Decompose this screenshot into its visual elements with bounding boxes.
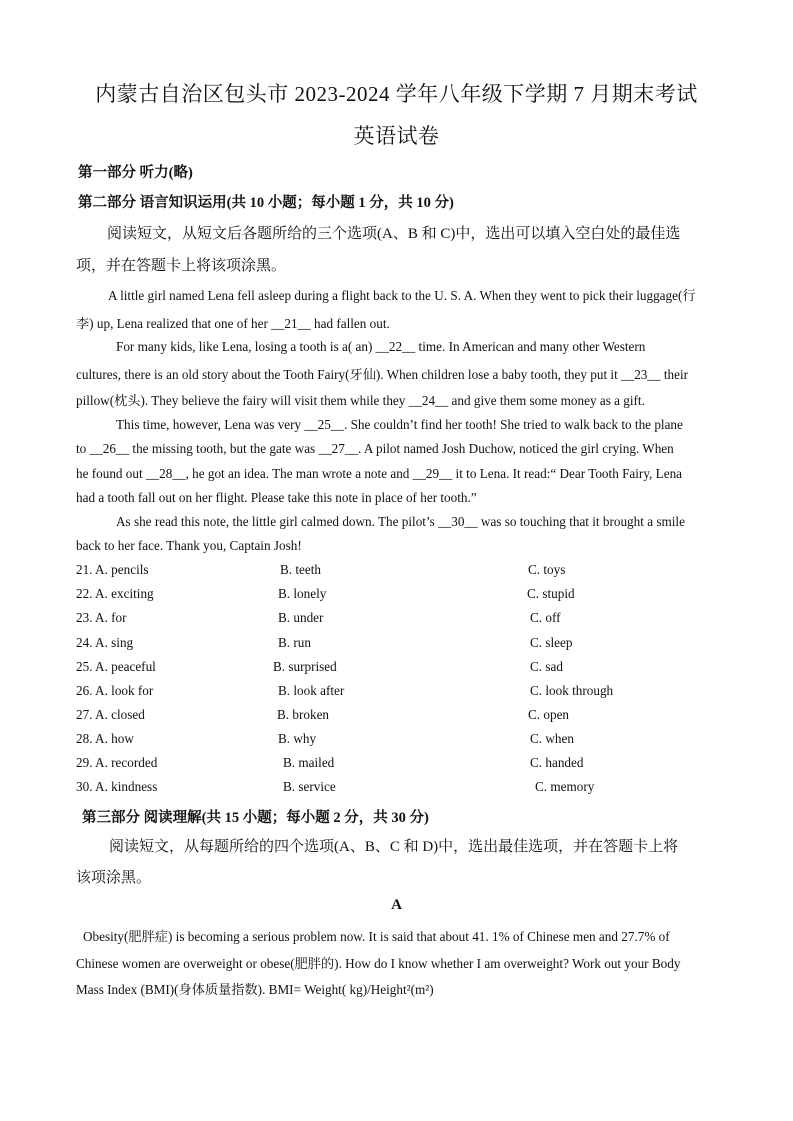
option-a: 26. A. look for: [76, 683, 154, 698]
passage-line: back to her face. Thank you, Captain Josh!: [76, 538, 302, 553]
option-c: C. sad: [530, 659, 563, 674]
option-b: B. run: [278, 635, 311, 650]
option-c: C. handed: [530, 755, 584, 770]
part3-instruction-line: 阅读短文，从每题所给的四个选项(A、B、C 和 D)中，选出最佳选项，并在答题卡上将: [109, 839, 679, 855]
option-c: C. stupid: [527, 586, 575, 601]
option-a: 22. A. exciting: [76, 586, 154, 601]
passage-a-line: Mass Index (BMI)(身体质量指数). BMI= Weight( kg)/Height²(m²): [76, 982, 434, 997]
passage-line: As she read this note, the little girl calmed down. The pilot’s __30__ was so touching that it brought a smile: [116, 514, 685, 529]
part2-instruction-line: 阅读短文，从短文后各题所给的三个选项(A、B 和 C)中，选出可以填入空白处的最佳选: [107, 226, 681, 242]
option-c: C. toys: [528, 562, 566, 577]
option-b: B. look after: [278, 683, 345, 698]
option-a: 25. A. peaceful: [76, 659, 156, 674]
option-b: B. why: [278, 731, 317, 746]
exam-subtitle: 英语试卷: [353, 124, 440, 148]
passage-line: This time, however, Lena was very __25__. She couldn’t find her tooth! She tried to walk back to the plane: [116, 417, 683, 432]
option-a: 23. A. for: [76, 610, 127, 625]
option-c: C. memory: [535, 779, 595, 794]
part3-instruction-line: 该项涂黑。: [76, 870, 152, 886]
passage-line: had a tooth fall out on her flight. Please take this note in place of her tooth.”: [76, 490, 477, 505]
passage-a-line: Obesity(肥胖症) is becoming a serious problem now. It is said that about 41. 1% of Chinese men and 27.7% of: [83, 929, 670, 944]
passage-line: he found out __28__, he got an idea. The man wrote a note and __29__ it to Lena. It read:“ Dear Tooth Fairy, Lena: [76, 466, 683, 481]
option-a: 30. A. kindness: [76, 779, 158, 794]
option-b: B. under: [278, 610, 324, 625]
passage-line: 李) up, Lena realized that one of her __21__ had fallen out.: [76, 316, 390, 331]
option-a: 27. A. closed: [76, 707, 145, 722]
option-c: C. sleep: [530, 635, 573, 650]
option-c: C. off: [530, 610, 561, 625]
option-a: 29. A. recorded: [76, 755, 158, 770]
part2-instruction-line: 项，并在答题卡上将该项涂黑。: [76, 258, 287, 274]
option-c: C. open: [528, 707, 570, 722]
section-a-heading: A: [391, 897, 402, 913]
option-b: B. surprised: [273, 659, 337, 674]
option-a: 24. A. sing: [76, 635, 134, 650]
passage-line: to __26__ the missing tooth, but the gate was __27__. A pilot named Josh Duchow, noticed the girl crying. When: [76, 441, 674, 456]
passage-line: pillow(枕头). They believe the fairy will visit them while they __24__ and give them some money as a gift.: [76, 393, 645, 408]
part3-heading: 第三部分 阅读理解(共 15 小题；每小题 2 分，共 30 分): [82, 810, 429, 826]
option-c: C. look through: [530, 683, 614, 698]
option-a: 21. A. pencils: [76, 562, 149, 577]
passage-line: For many kids, like Lena, losing a tooth is a( an) __22__ time. In American and many other Western: [116, 339, 646, 354]
passage-a-line: Chinese women are overweight or obese(肥胖的). How do I know whether I am overweight? Work out your Body: [76, 956, 681, 971]
exam-title: 内蒙古自治区包头市 2023-2024 学年八年级下学期 7 月期末考试: [95, 82, 698, 106]
passage-line: cultures, there is an old story about the Tooth Fairy(牙仙). When children lose a baby tooth, they put it __23__ their: [76, 367, 689, 382]
part1-heading: 第一部分 听力(略): [78, 165, 193, 181]
option-c: C. when: [530, 731, 574, 746]
option-b: B. teeth: [280, 562, 322, 577]
option-b: B. service: [283, 779, 336, 794]
option-b: B. mailed: [283, 755, 335, 770]
option-b: B. lonely: [278, 586, 327, 601]
part2-heading: 第二部分 语言知识运用(共 10 小题；每小题 1 分，共 10 分): [78, 195, 454, 211]
passage-line: A little girl named Lena fell asleep during a flight back to the U. S. A. When they went to pick their luggage(行: [108, 288, 696, 303]
option-a: 28. A. how: [76, 731, 134, 746]
option-b: B. broken: [277, 707, 330, 722]
